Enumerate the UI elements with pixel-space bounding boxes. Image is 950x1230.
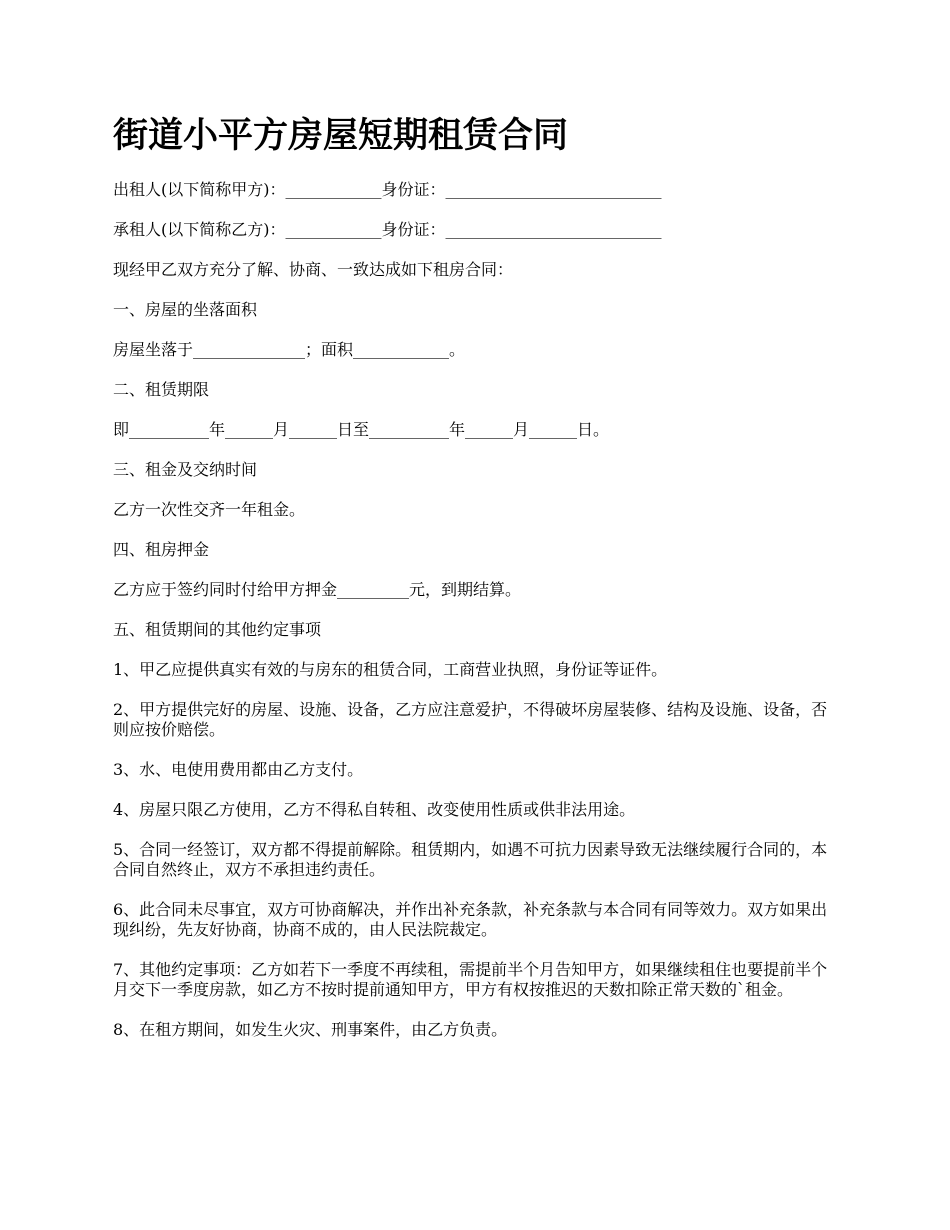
document-page xyxy=(113,112,843,1060)
section-heading-deposit: 四、租房押金 xyxy=(113,540,210,559)
clause-4: 4、房屋只限乙方使用，乙方不得私自转租、改变使用性质或供非法用途。 xyxy=(113,800,636,819)
rent-line: 乙方一次性交齐一年租金。 xyxy=(113,500,306,519)
section-heading-rent: 三、租金及交纳时间 xyxy=(113,460,258,479)
term-line: 即__________年______月______日至__________年______月______日。 xyxy=(113,420,610,439)
deposit-line: 乙方应于签约同时付给甲方押金_________元，到期结算。 xyxy=(113,580,522,599)
section-heading-location: 一、房屋的坐落面积 xyxy=(113,300,258,319)
clause-7: 7、其他约定事项：乙方如若下一季度不再续租，需提前半个月告知甲方，如果继续租住也要提前半个月交下一季度房款，如乙方不按时提前通知甲方，甲方有权按推迟的天数扣除正常天数的`租金。 xyxy=(113,960,828,999)
document-title: 街道小平方房屋短期租赁合同 xyxy=(113,115,569,156)
section-heading-term: 二、租赁期限 xyxy=(113,380,210,399)
clause-3: 3、水、电使用费用都由乙方支付。 xyxy=(113,760,364,779)
lessor-line: 出租人(以下简称甲方)：____________身份证：___________________________ xyxy=(113,180,662,199)
location-line: 房屋坐落于______________；面积____________。 xyxy=(113,340,466,359)
clause-8: 8、在租方期间，如发生火灾、刑事案件，由乙方负责。 xyxy=(113,1020,508,1039)
section-heading-other: 五、租赁期间的其他约定事项 xyxy=(113,620,322,639)
intro-paragraph: 现经甲乙双方充分了解、协商、一致达成如下租房合同： xyxy=(113,260,514,279)
clause-1: 1、甲乙应提供真实有效的与房东的租赁合同，工商营业执照，身份证等证件。 xyxy=(113,660,668,679)
clause-6: 6、此合同未尽事宜，双方可协商解决，并作出补充条款，补充条款与本合同有同等效力。双方如果出现纠纷，先友好协商，协商不成的，由人民法院裁定。 xyxy=(113,900,828,939)
lessee-line: 承租人(以下简称乙方)：____________身份证：___________________________ xyxy=(113,220,662,239)
clause-5: 5、合同一经签订，双方都不得提前解除。租赁期内，如遇不可抗力因素导致无法继续履行合同的，本合同自然终止，双方不承担违约责任。 xyxy=(113,840,828,879)
clause-2: 2、甲方提供完好的房屋、设施、设备，乙方应注意爱护，不得破坏房屋装修、结构及设施、设备，否则应按价赔偿。 xyxy=(113,700,828,739)
